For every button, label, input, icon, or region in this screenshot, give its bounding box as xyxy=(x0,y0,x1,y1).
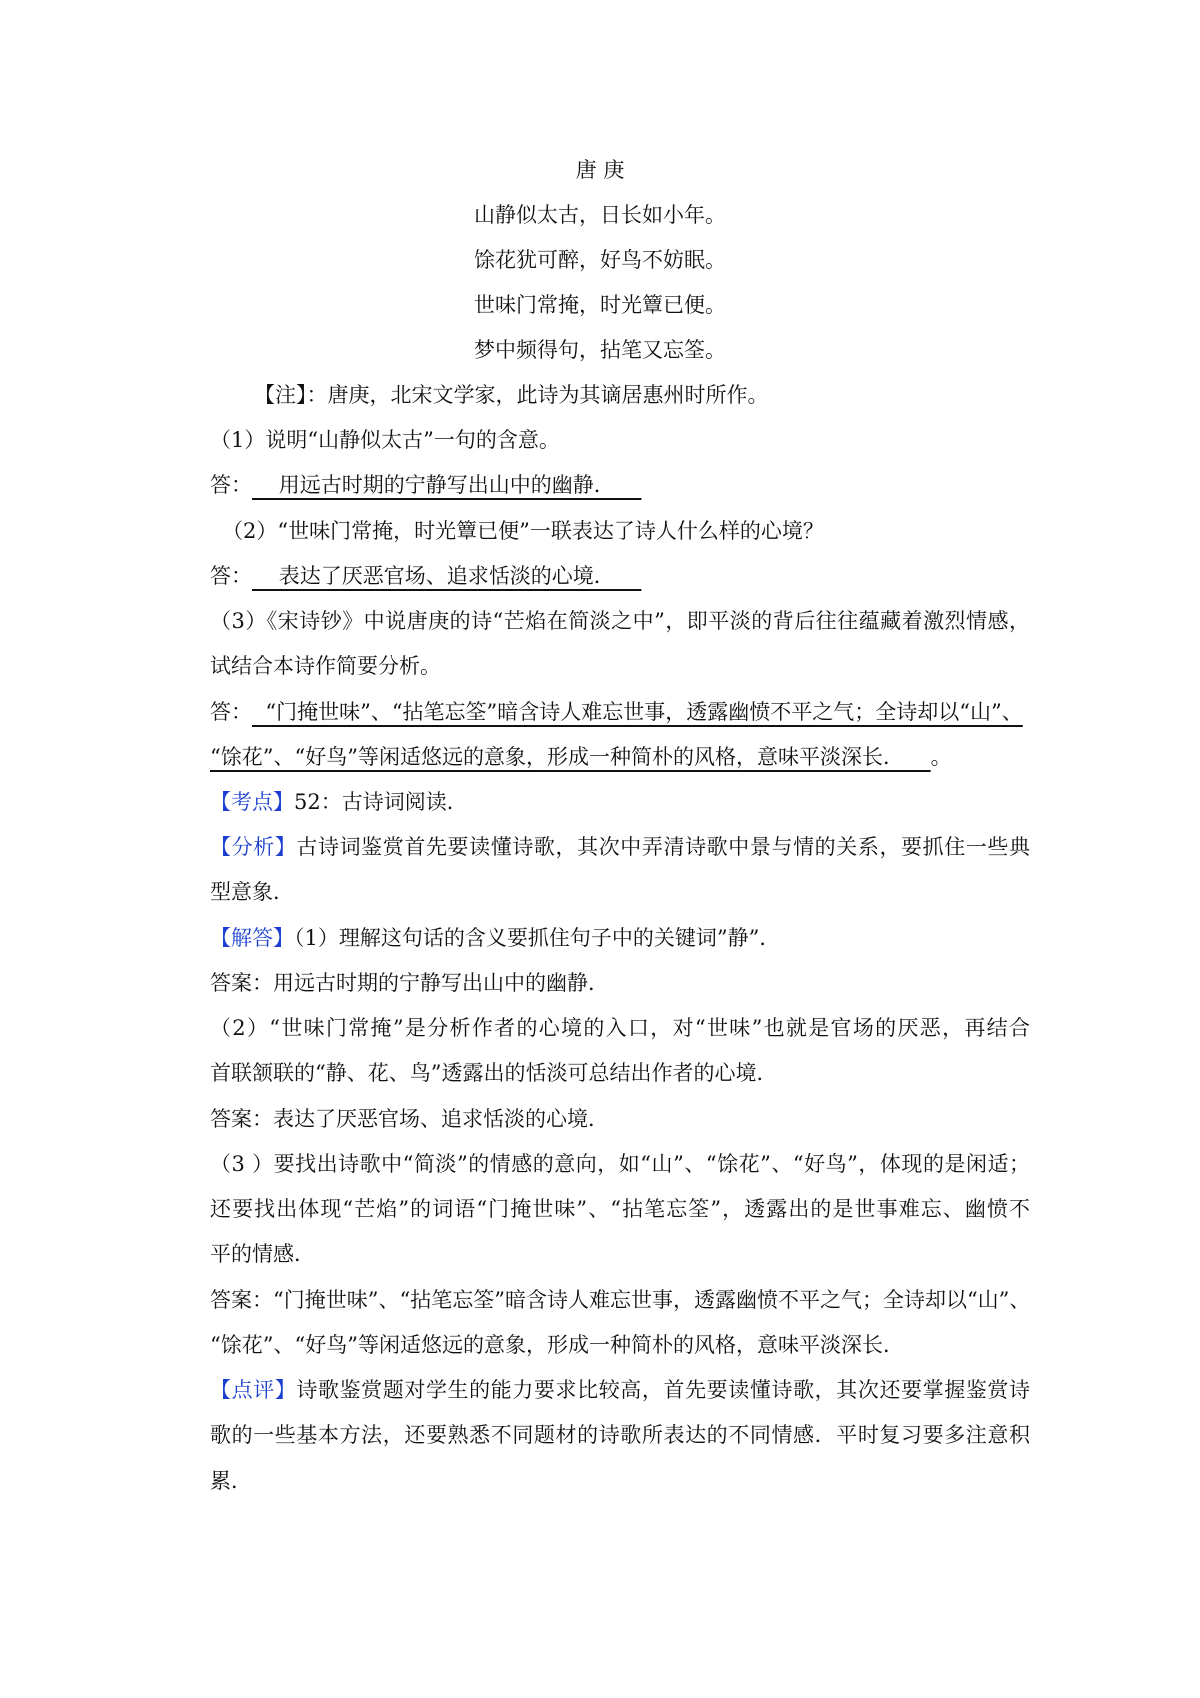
answer-3-summary-line-1: 答案：“门掩世味”、“拈笔忘筌”暗含诗人难忘世事，透露幽愤不平之气；全诗却以“山”、 xyxy=(210,1288,1031,1312)
question-3-line-1: （3）《宋诗钞》中说唐庚的诗“芒焰在简淡之中”，即平淡的背后往往蕴藏着激烈情感， xyxy=(210,609,1030,633)
jieda-line-1 xyxy=(210,923,780,953)
answer-3-line-1 xyxy=(210,697,1030,727)
answer-3-line-2 xyxy=(210,742,952,772)
jieda-3-line-3: 平的情感． xyxy=(210,1242,315,1266)
answer-1-prefix: 答： xyxy=(210,473,252,497)
question-2: （2）“世味门常掩，时光簟已便”一联表达了诗人什么样的心境？ xyxy=(222,519,824,543)
question-3-line-2: 试结合本诗作简要分析。 xyxy=(210,654,441,678)
dianping-text-1: 诗歌鉴赏题对学生的能力要求比较高，首先要读懂诗歌，其次还要掌握鉴赏诗 xyxy=(296,1378,1031,1402)
jieda-3-line-1: （3 ）要找出诗歌中“简淡”的情感的意向，如“山”、“馀花”、“好鸟”，体现的是闲适； xyxy=(210,1152,1030,1176)
answer-3-text-1: “门掩世味”、“拈笔忘筌”暗含诗人难忘世事，透露幽愤不平之气；全诗却以“山”、 xyxy=(252,700,1023,724)
poem-line-3: 世味门常掩，时光簟已便。 xyxy=(474,293,726,317)
answer-3-prefix: 答： xyxy=(210,700,252,724)
answer-3-text-2: “馀花”、“好鸟”等闲适悠远的意象，形成一种简朴的风格，意味平淡深长． xyxy=(210,745,931,769)
answer-2-prefix: 答： xyxy=(210,564,252,588)
fenxi-line-2: 型意象． xyxy=(210,880,294,904)
answer-1 xyxy=(210,470,641,500)
dianping-line-2: 歌的一些基本方法，还要熟悉不同题材的诗歌所表达的不同情感．平时复习要多注意积 xyxy=(210,1423,1030,1447)
question-1: （1）说明“山静似太古”一句的含意。 xyxy=(210,428,560,452)
jieda-3-line-2: 还要找出体现“芒焰”的词语“门掩世味”、“拈笔忘筌”，透露出的是世事难忘、幽愤不 xyxy=(210,1197,1030,1221)
dianping-line-3: 累． xyxy=(210,1469,252,1493)
answer-2-text: 表达了厌恶官场、追求恬淡的心境． xyxy=(252,564,642,588)
kaodian-section xyxy=(210,787,468,817)
jieda-2-line-2: 首联颔联的“静、花、鸟”透露出的恬淡可总结出作者的心境． xyxy=(210,1061,778,1085)
dianping-label: 【点评】 xyxy=(210,1378,297,1402)
poem-line-2: 馀花犹可醉，好鸟不妨眠。 xyxy=(474,248,726,272)
fenxi-line-1 xyxy=(210,832,1030,862)
dianping-line-1 xyxy=(210,1375,1030,1405)
jieda-label: 【解答】 xyxy=(210,926,294,950)
jieda-2-line-1: （2）“世味门常掩”是分析作者的心境的入口，对“世味”也就是官场的厌恶，再结合 xyxy=(210,1016,1030,1040)
answer-2-summary: 答案：表达了厌恶官场、追求恬淡的心境． xyxy=(210,1107,609,1131)
answer-3-summary-line-2: “馀花”、“好鸟”等闲适悠远的意象，形成一种简朴的风格，意味平淡深长． xyxy=(210,1333,904,1357)
answer-1-summary: 答案：用远古时期的宁静写出山中的幽静． xyxy=(210,971,609,995)
fenxi-label: 【分析】 xyxy=(210,835,297,859)
poem-note xyxy=(254,380,769,410)
note-text: ：唐庚，北宋文学家，此诗为其谪居惠州时所作。 xyxy=(306,383,769,407)
fenxi-text-1: 古诗词鉴赏首先要读懂诗歌，其次中弄清诗歌中景与情的关系，要抓住一些典 xyxy=(296,835,1031,859)
answer-1-text: 用远古时期的宁静写出山中的幽静． xyxy=(252,473,642,497)
poem-author: 唐 庚 xyxy=(575,158,625,182)
poem-line-1: 山静似太古，日长如小年。 xyxy=(474,203,726,227)
kaodian-text: 52：古诗词阅读． xyxy=(294,790,468,814)
jieda-text-1: （1）理解这句话的含义要抓住句子中的关键词”静”． xyxy=(294,926,781,950)
answer-3-suffix: 。 xyxy=(930,745,952,769)
poem-line-4: 梦中频得句，拈笔又忘筌。 xyxy=(474,338,726,362)
answer-2 xyxy=(210,561,641,591)
kaodian-label: 【考点】 xyxy=(210,790,294,814)
note-label: 【注】 xyxy=(254,383,307,407)
